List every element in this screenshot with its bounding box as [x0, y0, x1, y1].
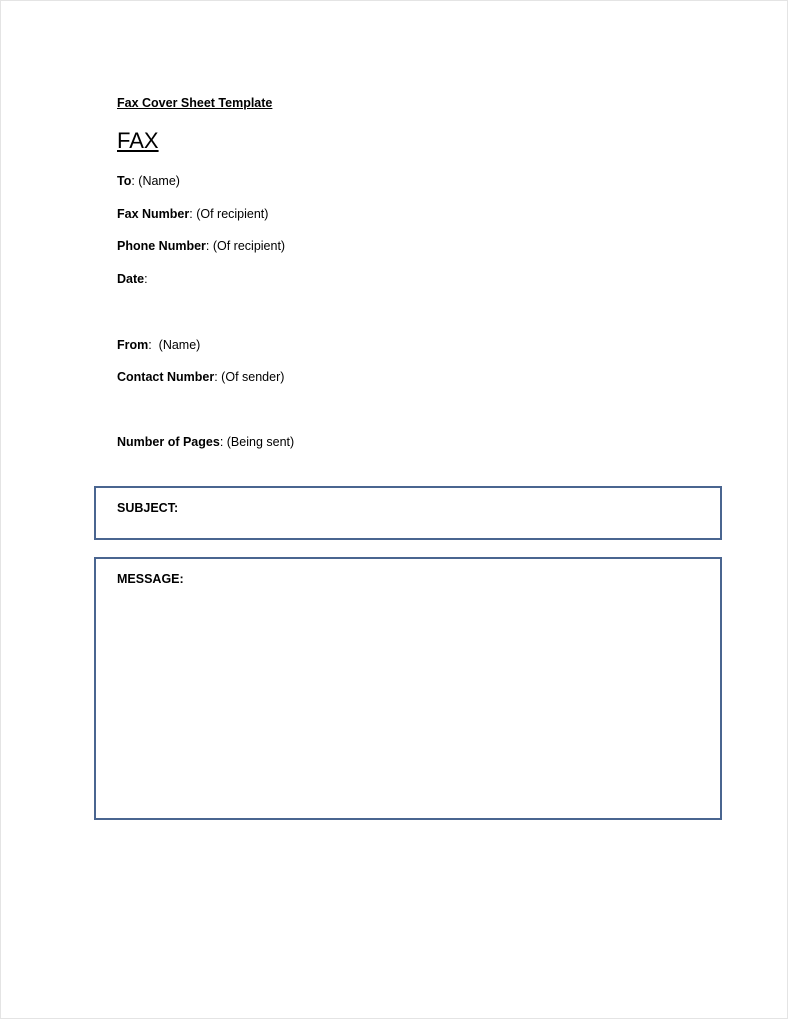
field-label: Contact Number [117, 370, 215, 384]
field-label: Number of Pages [117, 435, 220, 449]
field-from [117, 338, 200, 352]
message-label: MESSAGE: [117, 572, 184, 586]
field-value: : (Name) [131, 174, 180, 188]
field-contact-number [117, 370, 284, 384]
field-number-of-pages [117, 435, 294, 449]
subject-label: SUBJECT: [117, 501, 179, 515]
field-label: Date [117, 272, 145, 286]
field-value: : [144, 272, 148, 286]
field-phone-number [117, 239, 285, 253]
field-fax-number [117, 207, 268, 221]
field-value: : (Of recipient) [205, 239, 286, 253]
field-value: : (Being sent) [219, 435, 295, 449]
subject-box [94, 486, 722, 540]
field-value: : (Name) [148, 338, 201, 352]
field-value: : (Of sender) [214, 370, 285, 384]
field-value: : (Of recipient) [189, 207, 269, 221]
fax-heading: FAX [117, 128, 159, 153]
field-label: Fax Number [117, 207, 190, 221]
field-to [117, 174, 180, 188]
field-date [117, 272, 148, 286]
field-label: To [117, 174, 132, 188]
message-box [94, 557, 722, 820]
field-label: From [117, 338, 149, 352]
field-label: Phone Number [117, 239, 206, 253]
document-title: Fax Cover Sheet Template [117, 96, 273, 110]
